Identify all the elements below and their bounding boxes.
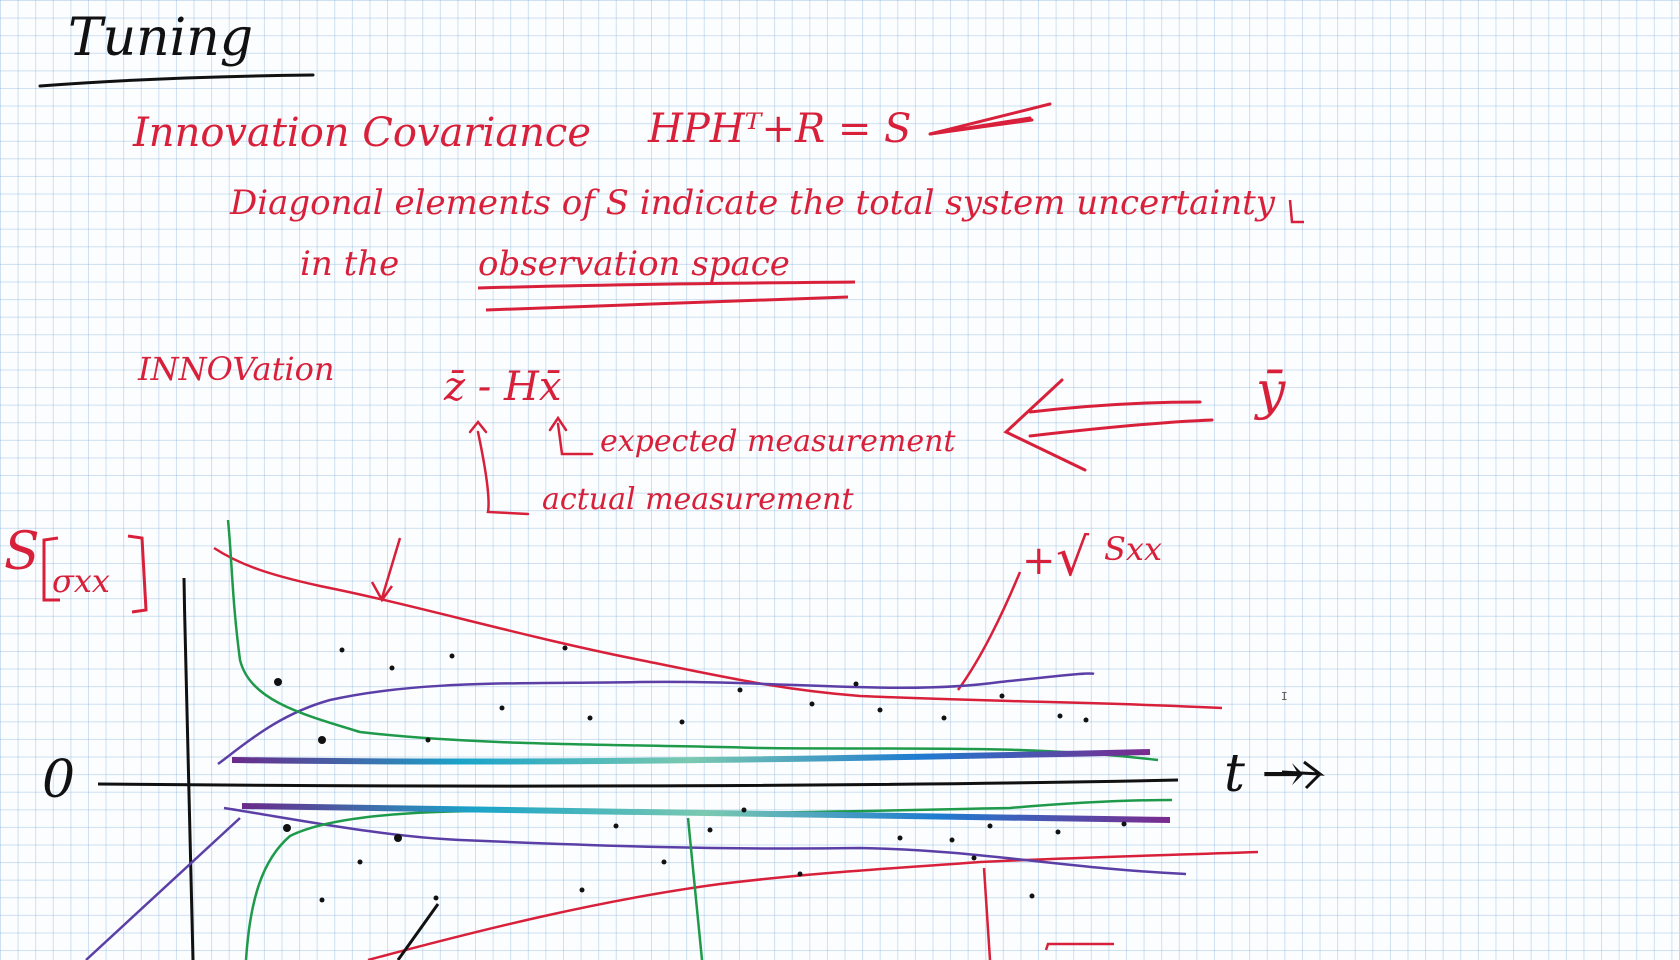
- purple-upper-curve: [218, 673, 1094, 764]
- innovation-formula: z̄ - Hx̄: [444, 364, 562, 410]
- innovation-covariance-label: Innovation Covariance: [133, 110, 592, 156]
- actual-measurement-annotation: actual measurement: [542, 482, 854, 517]
- green-lower-curve: [246, 800, 1172, 960]
- lower-bound-tick: [984, 868, 1114, 960]
- green-upper-curve: [228, 520, 1158, 760]
- y-axis-label-element: σxx: [52, 562, 110, 600]
- zero-label: 0: [42, 750, 76, 810]
- title: Tuning: [68, 8, 254, 68]
- noise-band-upper: [232, 752, 1150, 762]
- upper-bound-curve: [214, 548, 1222, 708]
- y-axis-label-s: S: [4, 522, 40, 582]
- title-underline: [40, 75, 313, 86]
- upper-bound-plus: +: [1022, 538, 1056, 584]
- time-arrowhead: [1282, 762, 1320, 788]
- innovation-arrow: [1006, 380, 1212, 470]
- upper-bound-root: √: [1056, 528, 1090, 588]
- upper-bound-pointer: [958, 572, 1020, 690]
- observation-underline-1: [478, 282, 855, 288]
- expected-measurement-annotation: expected measurement: [600, 424, 956, 459]
- sample-points: [274, 646, 1127, 903]
- note-bracket: [1290, 200, 1304, 222]
- innovation-result-y: ȳ: [1256, 362, 1286, 422]
- time-axis: [98, 780, 1178, 786]
- time-axis-label: t →: [1224, 744, 1305, 804]
- formula-arrow: [930, 104, 1050, 134]
- covariance-formula: HPHᵀ+R = S: [648, 106, 912, 152]
- annotation-arrows: [470, 418, 592, 514]
- diagonal-note-line1: Diagonal elements of S indicate the total system uncertainty: [230, 183, 1276, 223]
- curve-tick-arrow: [372, 538, 400, 600]
- lower-bound-curve: [368, 852, 1258, 960]
- text-cursor-icon: I: [1281, 690, 1288, 703]
- black-diagonal-stroke: [398, 904, 438, 960]
- y-label-brackets: [44, 536, 146, 612]
- innovation-label: INNOVation: [138, 350, 335, 388]
- observation-underline-2: [486, 297, 848, 310]
- vertical-axis: [184, 578, 193, 960]
- purple-diagonal: [86, 818, 240, 960]
- upper-bound-var: Sxx: [1104, 530, 1163, 568]
- noise-band-lower: [242, 806, 1170, 820]
- diagonal-note-line2-prefix: in the: [300, 244, 400, 284]
- observation-space-text: observation space: [478, 244, 790, 284]
